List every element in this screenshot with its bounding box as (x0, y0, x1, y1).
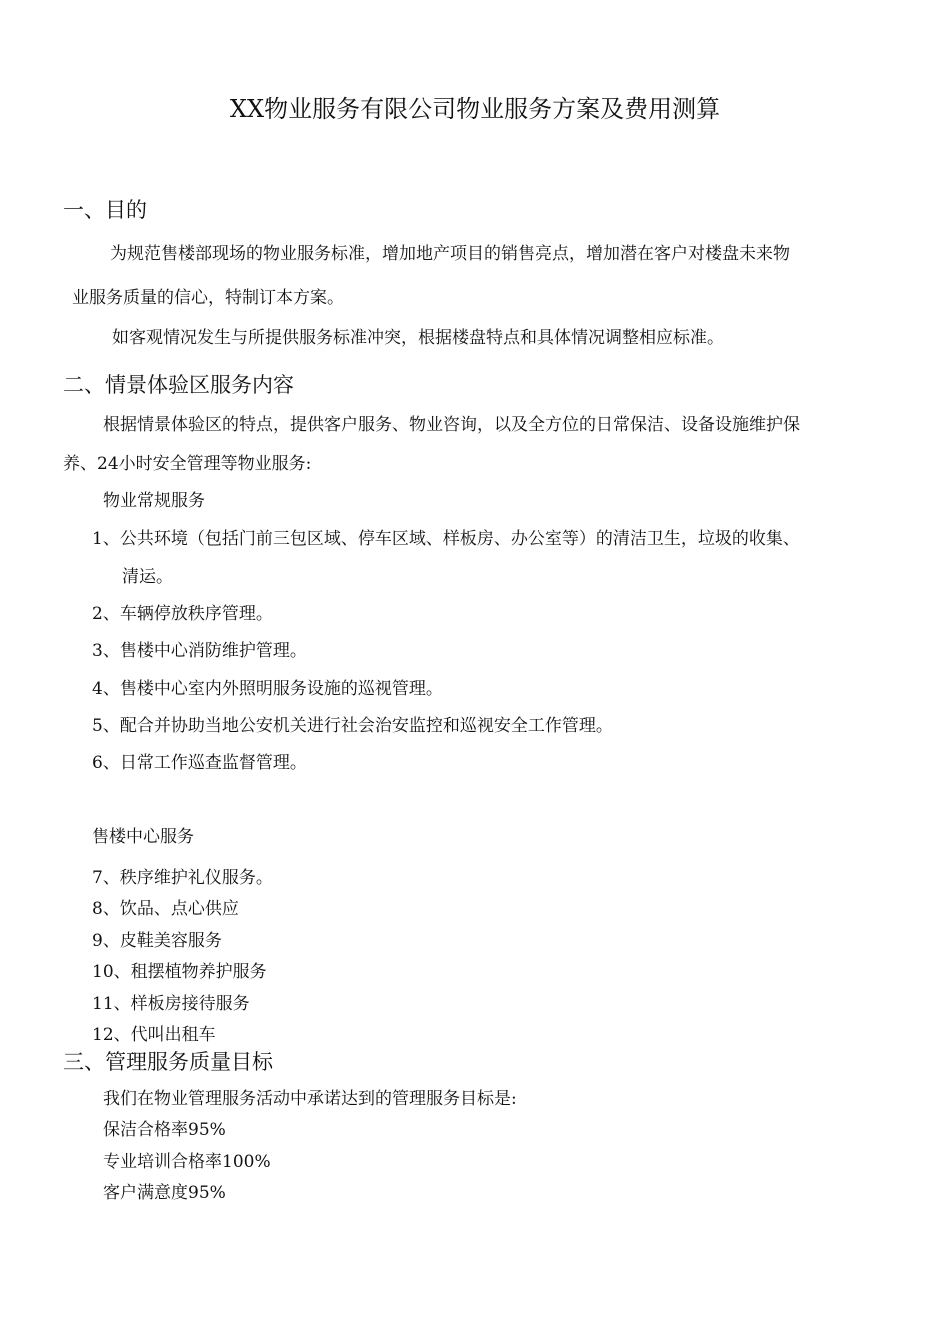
document-title: XX物业服务有限公司物业服务方案及费用测算 (229, 95, 721, 123)
list-item: 6、日常工作巡查监督管理。 (92, 753, 307, 773)
list-item: 8、饮品、点心供应 (92, 899, 239, 919)
section-2-heading: 二、情景体验区服务内容 (63, 373, 294, 397)
section-2-paragraph-line-1: 根据情景体验区的特点，提供客户服务、物业咨询，以及全方位的日常保洁、设备设施维护保 (103, 415, 800, 435)
list-item-continuation: 清运。 (122, 567, 173, 587)
list-item: 7、秩序维护礼仪服务。 (92, 868, 273, 888)
list-item: 10、租摆植物养护服务 (92, 962, 267, 982)
list-item: 12、代叫出租车 (92, 1025, 216, 1045)
list-item: 2、车辆停放秩序管理。 (92, 604, 273, 624)
section-1-paragraph-1-line-2: 业服务质量的信心，特制订本方案。 (72, 288, 344, 308)
quality-target: 保洁合格率95% (103, 1120, 226, 1140)
group-1-label: 物业常规服务 (103, 491, 205, 511)
group-2-label: 售楼中心服务 (92, 827, 194, 847)
list-item: 3、售楼中心消防维护管理。 (92, 641, 307, 661)
list-item: 5、配合并协助当地公安机关进行社会治安监控和巡视安全工作管理。 (92, 716, 613, 736)
quality-target: 专业培训合格率100% (103, 1152, 271, 1172)
section-1-heading: 一、目的 (63, 198, 147, 222)
list-item: 9、皮鞋美容服务 (92, 931, 222, 951)
list-item: 1、公共环境（包括门前三包区域、停车区域、样板房、办公室等）的清洁卫生，垃圾的收集、 (92, 529, 800, 549)
section-3-intro: 我们在物业管理服务活动中承诺达到的管理服务目标是: (103, 1089, 517, 1109)
section-1-paragraph-1-line-1: 为规范售楼部现场的物业服务标准，增加地产项目的销售亮点，增加潜在客户对楼盘未来物 (110, 244, 790, 264)
list-item: 11、样板房接待服务 (92, 994, 250, 1014)
quality-target: 客户满意度95% (103, 1183, 226, 1203)
section-2-paragraph-line-2: 养、24小时安全管理等物业服务: (63, 454, 312, 474)
list-item: 4、售楼中心室内外照明服务设施的巡视管理。 (92, 679, 443, 699)
section-3-heading: 三、管理服务质量目标 (63, 1050, 273, 1074)
section-1-paragraph-2: 如客观情况发生与所提供服务标准冲突，根据楼盘特点和具体情况调整相应标准。 (112, 328, 724, 348)
